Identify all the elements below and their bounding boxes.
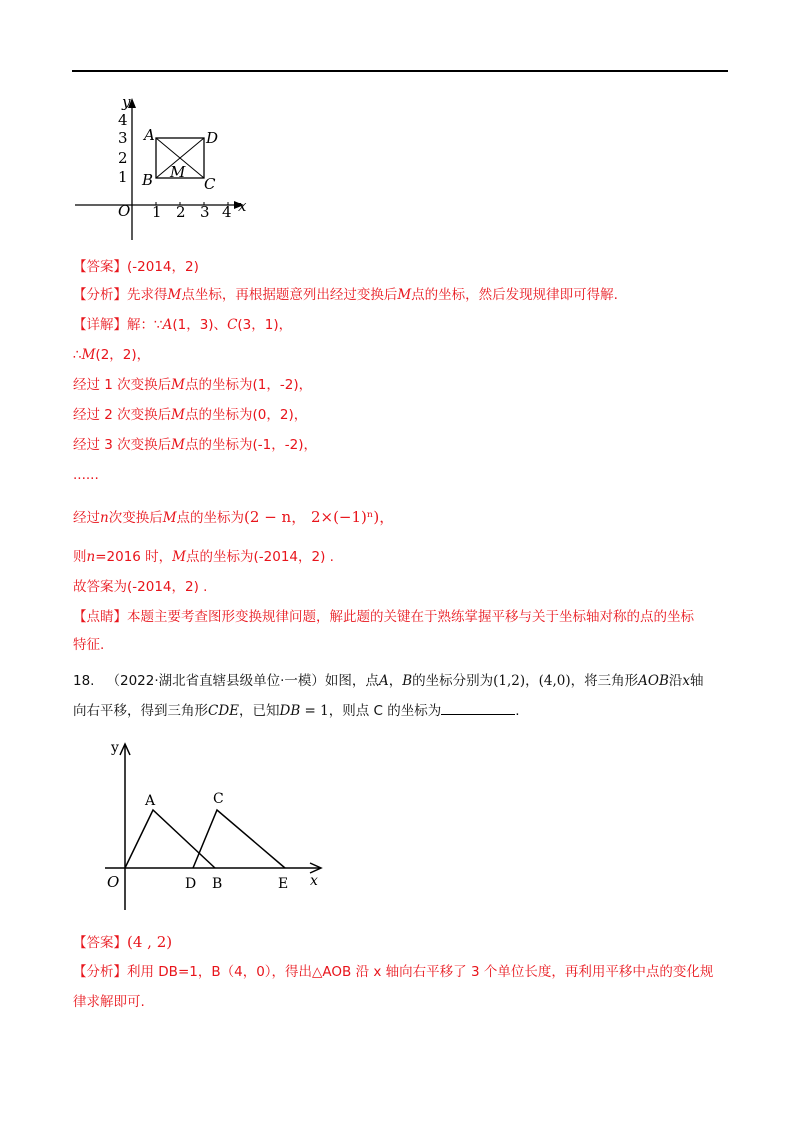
point-D-label: D bbox=[206, 129, 219, 147]
q17-step-3: 经过 3 次变换后M点的坐标为(-1，-2)， bbox=[73, 437, 317, 453]
x-tick-2: 2 bbox=[176, 203, 186, 221]
y-label: y bbox=[111, 740, 119, 756]
q17-detail-M: ∴M(2，2)， bbox=[73, 347, 151, 363]
answer-tag: 【答案】 bbox=[73, 259, 127, 275]
q17-detail: 【详解】解：∵A(1，3)、C(3，1)， bbox=[73, 317, 293, 333]
triangle-AOB bbox=[125, 810, 215, 868]
x-tick-4: 4 bbox=[222, 203, 232, 221]
point-A-label: A bbox=[144, 126, 155, 144]
q17-comment-2: 特征. bbox=[73, 637, 105, 653]
q18-stem-line1: 18. （2022·湖北省直辖县级单位·一模）如图，点A，B的坐标分别为(1,2)，(4,0)，将三角形AOB沿x轴 bbox=[73, 673, 704, 689]
y-tick-3: 3 bbox=[118, 129, 128, 147]
x-tick-1: 1 bbox=[152, 203, 162, 221]
triangle-CDE bbox=[193, 810, 285, 868]
q17-answer bbox=[73, 258, 199, 276]
y-tick-4: 4 bbox=[118, 111, 128, 129]
point-M-label: M bbox=[170, 163, 186, 181]
x-tick-3: 3 bbox=[200, 203, 210, 221]
q18-stem-line2: 向右平移，得到三角形CDE，已知DB = 1，则点 C 的坐标为 . bbox=[73, 703, 520, 719]
figure-triangle-translation bbox=[95, 735, 340, 915]
origin-label: O bbox=[118, 202, 131, 220]
q17-step-2: 经过 2 次变换后M点的坐标为(0，2)， bbox=[73, 407, 308, 423]
q17-step-1: 经过 1 次变换后M点的坐标为(1，-2)， bbox=[73, 377, 313, 393]
E-label: E bbox=[278, 876, 289, 892]
y-tick-2: 2 bbox=[118, 149, 128, 167]
q17-analysis: 【分析】先求得M点坐标，再根据题意列出经过变换后M点的坐标，然后发现规律即可得解. bbox=[73, 287, 618, 303]
answer-value: (-2014，2) bbox=[127, 259, 199, 275]
q18-answer: 【答案】(4 , 2) bbox=[73, 933, 173, 951]
header-rule bbox=[72, 70, 728, 72]
q17-final-answer: 故答案为(-2014，2) . bbox=[73, 579, 208, 595]
x-axis-label: x bbox=[238, 197, 247, 215]
q17-conclusion: 则n=2016 时，M点的坐标为(-2014，2) . bbox=[73, 549, 334, 565]
D-label: D bbox=[185, 876, 197, 892]
q17-comment: 【点睛】本题主要考查图形变换规律问题，解此题的关键在于熟练掌握平移与关于坐标轴对称的点的坐标 bbox=[73, 609, 694, 625]
O-label: O bbox=[107, 873, 120, 891]
B-label: B bbox=[212, 876, 223, 892]
q17-step-n: 经过n次变换后M点的坐标为(2 − n， 2×(−1)ⁿ)， bbox=[73, 508, 395, 526]
point-C-label: C bbox=[204, 175, 216, 193]
q18-analysis-2: 律求解即可. bbox=[73, 994, 145, 1010]
C-label: C bbox=[213, 791, 224, 807]
point-B-label: B bbox=[142, 171, 154, 189]
figure-rectangle-coordinate bbox=[70, 90, 255, 245]
q17-ellipsis: ...... bbox=[73, 467, 99, 483]
y-axis-label: y bbox=[122, 93, 131, 111]
x-label: x bbox=[310, 873, 318, 889]
A-label: A bbox=[145, 793, 156, 809]
answer-blank[interactable] bbox=[441, 702, 515, 715]
y-tick-1: 1 bbox=[118, 168, 128, 186]
q18-analysis: 【分析】利用 DB=1，B（4，0），得出△AOB 沿 x 轴向右平移了 3 个单位长度，再利用平移中点的变化规 bbox=[73, 964, 714, 980]
